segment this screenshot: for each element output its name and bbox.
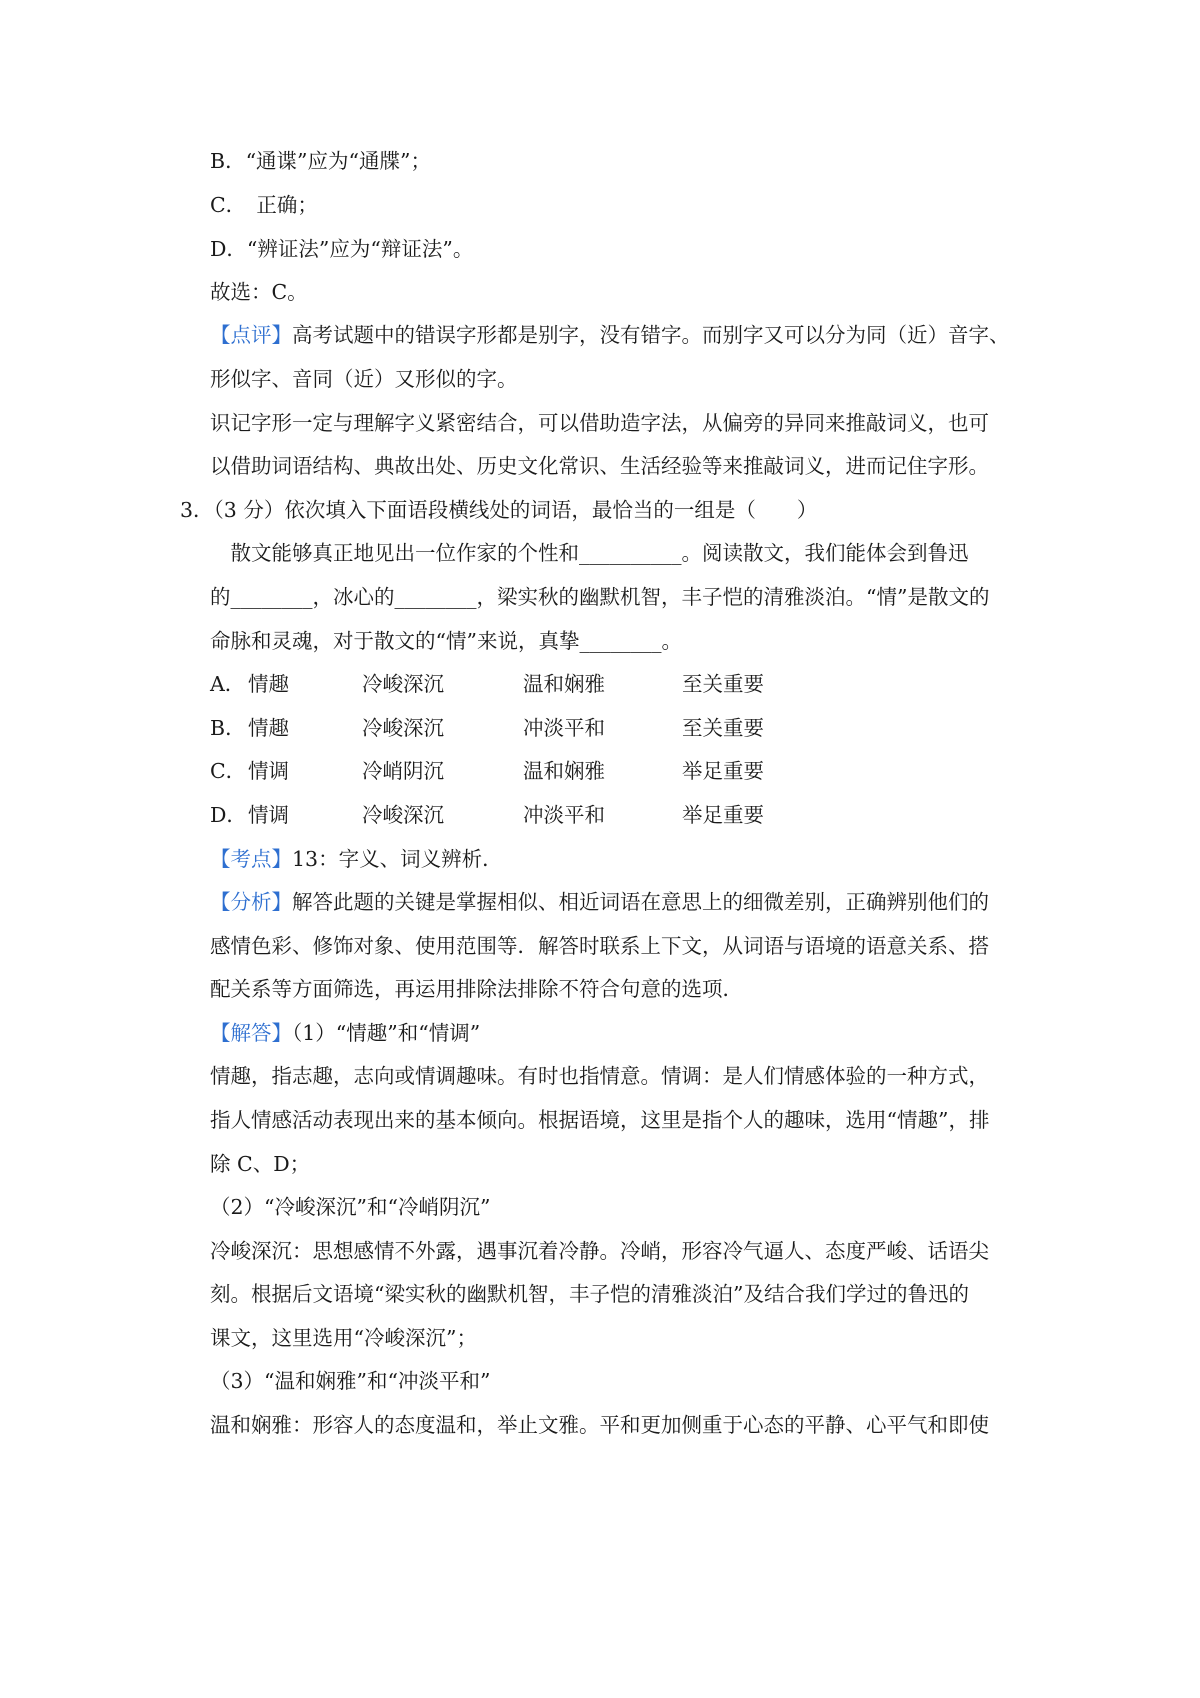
passage-line-1: 散文能够真正地见出一位作家的个性和__________。阅读散文，我们能体会到鲁迅: [210, 541, 969, 565]
option-word: 情调: [248, 803, 289, 827]
passage-line-3: 命脉和灵魂，对于散文的“情”来说，真挚________。: [210, 629, 682, 653]
jieda-line-8: 课文，这里选用“冷峻深沉”；: [210, 1326, 477, 1350]
option-word: 冷峻深沉: [362, 672, 444, 696]
comment-paragraph-line-1: 识记字形一定与理解字义紧密结合，可以借助造字法，从偏旁的异同来推敲词义，也可: [210, 411, 989, 435]
option-word: 至关重要: [682, 716, 764, 740]
fenxi-text: 解答此题的关键是掌握相似、相近词语在意思上的细微差别，正确辨别他们的: [292, 890, 989, 914]
fenxi-line: [210, 889, 989, 915]
comment-tag: 【点评】: [210, 323, 292, 347]
kaodian-text: 13：字义、词义辨析．: [292, 847, 503, 871]
kaodian-line: [210, 846, 503, 872]
option-letter: C．: [210, 759, 247, 783]
option-word: 冲淡平和: [523, 716, 605, 740]
fenxi-line-2: 感情色彩、修饰对象、使用范围等．解答时联系上下文，从词语与语境的语意关系、搭: [210, 934, 989, 958]
option-word: 至关重要: [682, 672, 764, 696]
jieda-text: （1）“情趣”和“情调”: [292, 1021, 481, 1045]
option-word: 举足重要: [682, 803, 764, 827]
jieda-line-6: 冷峻深沉：思想感情不外露，遇事沉着冷静。冷峭，形容冷气逼人、态度严峻、话语尖: [210, 1239, 989, 1263]
jieda-line-7: 刻。根据后文语境“梁实秋的幽默机智，丰子恺的清雅淡泊”及结合我们学过的鲁迅的: [210, 1282, 969, 1306]
option-word: 冷峭阴沉: [362, 759, 444, 783]
option-word: 举足重要: [682, 759, 764, 783]
option-word: 情趣: [248, 672, 289, 696]
jieda-line-4: 除 C、D；: [210, 1152, 311, 1176]
jieda-line-2: 情趣，指志趣，志向或情调趣味。有时也指情意。情调：是人们情感体验的一种方式，: [210, 1064, 989, 1088]
option-word: 情趣: [248, 716, 289, 740]
jieda-line-5: （2）“冷峻深沉”和“冷峭阴沉”: [210, 1195, 491, 1219]
answer-line-c: C． 正确；: [210, 193, 318, 217]
comment-line: [210, 322, 1010, 348]
option-word: 情调: [248, 759, 289, 783]
kaodian-tag: 【考点】: [210, 847, 292, 871]
jieda-line-3: 指人情感活动表现出来的基本倾向。根据语境，这里是指个人的趣味，选用“情趣”，排: [210, 1108, 990, 1132]
answer-line-d: D．“辨证法”应为“辩证法”。: [210, 237, 474, 261]
option-letter: D．: [210, 803, 247, 827]
passage-line-2: 的________，冰心的________，梁实秋的幽默机智，丰子恺的清雅淡泊。“情”是散文的: [210, 585, 990, 609]
comment-paragraph-line-2: 以借助词语结构、典故出处、历史文化常识、生活经验等来推敲词义，进而记住字形。: [210, 454, 989, 478]
option-word: 温和娴雅: [523, 759, 605, 783]
option-word: 冲淡平和: [523, 803, 605, 827]
answer-line-b: B．“通谍”应为“通牒”；: [210, 149, 431, 173]
jieda-line-10: 温和娴雅：形容人的态度温和，举止文雅。平和更加侧重于心态的平静、心平气和即使: [210, 1413, 989, 1437]
jieda-tag: 【解答】: [210, 1021, 292, 1045]
jieda-line-9: （3）“温和娴雅”和“冲淡平和”: [210, 1369, 491, 1393]
fenxi-tag: 【分析】: [210, 890, 292, 914]
jieda-line: [210, 1020, 480, 1046]
answer-choice-line: 故选：C。: [210, 280, 308, 304]
option-word: 温和娴雅: [523, 672, 605, 696]
comment-text: 高考试题中的错误字形都是别字，没有错字。而别字又可以分为同（近）音字、: [292, 323, 1010, 347]
option-word: 冷峻深沉: [362, 803, 444, 827]
option-letter: A．: [210, 672, 246, 696]
option-word: 冷峻深沉: [362, 716, 444, 740]
comment-continuation: 形似字、音同（近）又形似的字。: [210, 367, 518, 391]
option-letter: B．: [210, 716, 246, 740]
question-3-stem: 3．（3 分）依次填入下面语段横线处的词语，最恰当的一组是（ ）: [180, 498, 818, 522]
fenxi-line-3: 配关系等方面筛选，再运用排除法排除不符合句意的选项．: [210, 977, 743, 1001]
